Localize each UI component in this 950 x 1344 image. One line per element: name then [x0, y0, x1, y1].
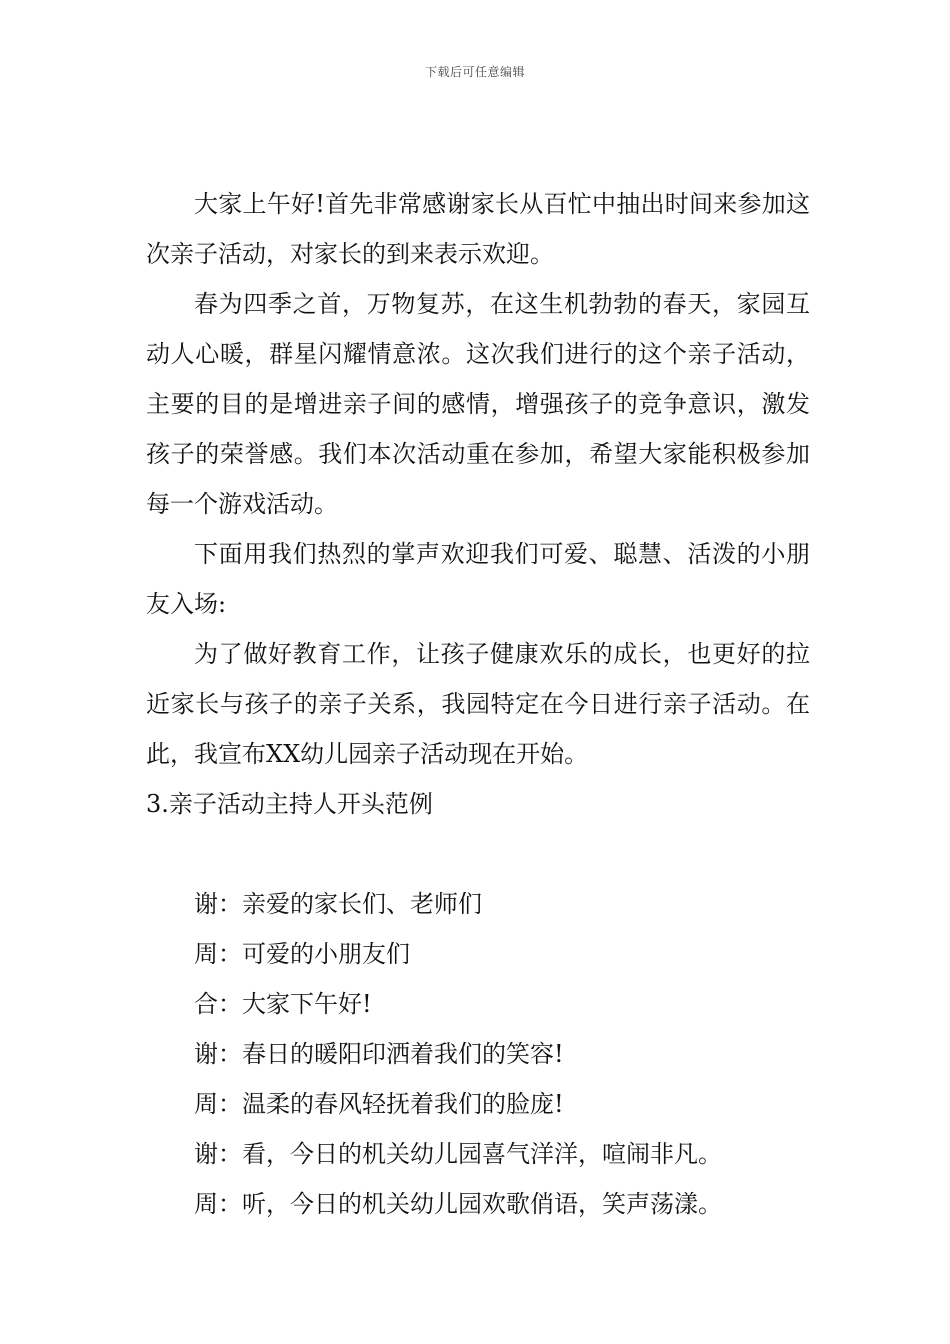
dialogue-line: 周：温柔的春风轻抚着我们的脸庞! [194, 1090, 564, 1118]
document-body [146, 179, 810, 1229]
section-title: 3.亲子活动主持人开头范例 [146, 790, 433, 818]
paragraph-welcome-children: 下面用我们热烈的掌声欢迎我们可爱、聪慧、活泼的小朋友入场: [146, 540, 810, 618]
paragraph-announcement: 为了做好教育工作，让孩子健康欢乐的成长，也更好的拉近家长与孩子的亲子关系，我园特定在今日进行亲子活动。在此，我宣布XX幼儿园亲子活动现在开始。 [146, 640, 810, 768]
dialogue-line: 谢：看，今日的机关幼儿园喜气洋洋，喧闹非凡。 [194, 1140, 722, 1168]
paragraph-spring: 春为四季之首，万物复苏，在这生机勃勃的春天，家园互动人心暖，群星闪耀情意浓。这次我们进行的这个亲子活动，主要的目的是增进亲子间的感情，增强孩子的竞争意识，激发孩子的荣誉感。我们本次活动重在参加，希望大家能积极参加每一个游戏活动。 [146, 290, 810, 518]
page-header: 下载后可任意编辑 [424, 65, 525, 79]
section-spacer [146, 829, 810, 879]
dialogue-line: 周：可爱的小朋友们 [194, 940, 410, 968]
dialogue-line: 周：听，今日的机关幼儿园欢歌俏语，笑声荡漾。 [194, 1190, 722, 1218]
paragraph-greeting: 大家上午好!首先非常感谢家长从百忙中抽出时间来参加这次亲子活动，对家长的到来表示欢迎。 [146, 190, 810, 268]
dialogue-line: 合：大家下午好! [194, 990, 372, 1018]
dialogue-line: 谢：亲爱的家长们、老师们 [194, 890, 482, 918]
dialogue-line: 谢：春日的暖阳印洒着我们的笑容! [194, 1040, 564, 1068]
